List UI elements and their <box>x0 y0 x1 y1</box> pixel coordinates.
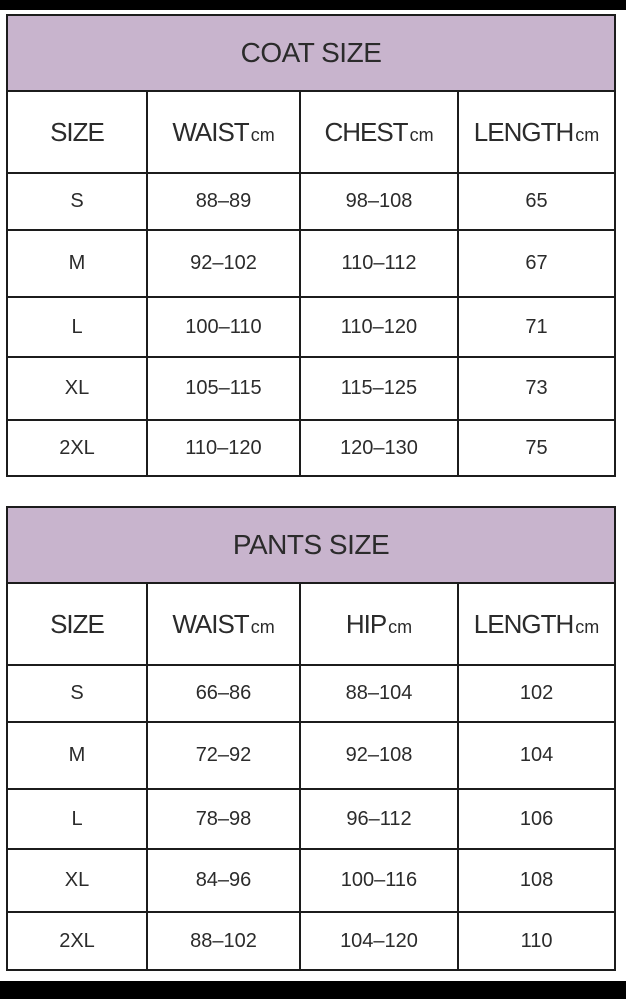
chest-cell: 98–108 <box>300 173 458 230</box>
chest-cell: 120–130 <box>300 420 458 476</box>
length-cell: 106 <box>458 789 615 849</box>
waist-cell: 88–102 <box>147 912 300 970</box>
pants-row-xl <box>7 849 615 912</box>
coat-header-size: SIZE <box>7 91 147 173</box>
hip-cell: 88–104 <box>300 665 458 722</box>
pants-header-row <box>7 583 615 665</box>
coat-row-l <box>7 297 615 357</box>
waist-cell: 88–89 <box>147 173 300 230</box>
waist-cell: 78–98 <box>147 789 300 849</box>
coat-header-length: LENGTH cm <box>458 91 615 173</box>
pants-header-size: SIZE <box>7 583 147 665</box>
length-cell: 110 <box>458 912 615 970</box>
pants-row-l <box>7 789 615 849</box>
hip-cell: 92–108 <box>300 722 458 789</box>
chest-cell: 110–112 <box>300 230 458 297</box>
length-cell: 73 <box>458 357 615 420</box>
waist-cell: 110–120 <box>147 420 300 476</box>
coat-row-2xl <box>7 420 615 476</box>
hip-cell: 96–112 <box>300 789 458 849</box>
coat-row-s <box>7 173 615 230</box>
pants-size-table <box>6 506 616 971</box>
size-cell: S <box>7 173 147 230</box>
size-cell: 2XL <box>7 912 147 970</box>
size-cell: 2XL <box>7 420 147 476</box>
hip-cell: 104–120 <box>300 912 458 970</box>
pants-row-2xl <box>7 912 615 970</box>
hip-cell: 100–116 <box>300 849 458 912</box>
length-cell: 102 <box>458 665 615 722</box>
length-cell: 67 <box>458 230 615 297</box>
coat-size-title: COAT SIZE <box>7 15 615 91</box>
size-cell: M <box>7 230 147 297</box>
coat-size-table <box>6 14 616 477</box>
chest-cell: 115–125 <box>300 357 458 420</box>
length-cell: 65 <box>458 173 615 230</box>
size-cell: S <box>7 665 147 722</box>
chest-cell: 110–120 <box>300 297 458 357</box>
pants-header-hip: HIP cm <box>300 583 458 665</box>
size-cell: M <box>7 722 147 789</box>
coat-header-row <box>7 91 615 173</box>
size-cell: XL <box>7 849 147 912</box>
waist-cell: 84–96 <box>147 849 300 912</box>
coat-header-waist: WAIST cm <box>147 91 300 173</box>
coat-row-xl <box>7 357 615 420</box>
waist-cell: 92–102 <box>147 230 300 297</box>
size-cell: XL <box>7 357 147 420</box>
length-cell: 104 <box>458 722 615 789</box>
pants-header-waist: WAIST cm <box>147 583 300 665</box>
pants-row-s <box>7 665 615 722</box>
waist-cell: 72–92 <box>147 722 300 789</box>
coat-header-chest: CHEST cm <box>300 91 458 173</box>
pants-header-length: LENGTH cm <box>458 583 615 665</box>
size-cell: L <box>7 297 147 357</box>
waist-cell: 66–86 <box>147 665 300 722</box>
length-cell: 108 <box>458 849 615 912</box>
pants-row-m <box>7 722 615 789</box>
waist-cell: 105–115 <box>147 357 300 420</box>
length-cell: 71 <box>458 297 615 357</box>
size-cell: L <box>7 789 147 849</box>
coat-row-m <box>7 230 615 297</box>
length-cell: 75 <box>458 420 615 476</box>
waist-cell: 100–110 <box>147 297 300 357</box>
pants-size-title: PANTS SIZE <box>7 507 615 583</box>
